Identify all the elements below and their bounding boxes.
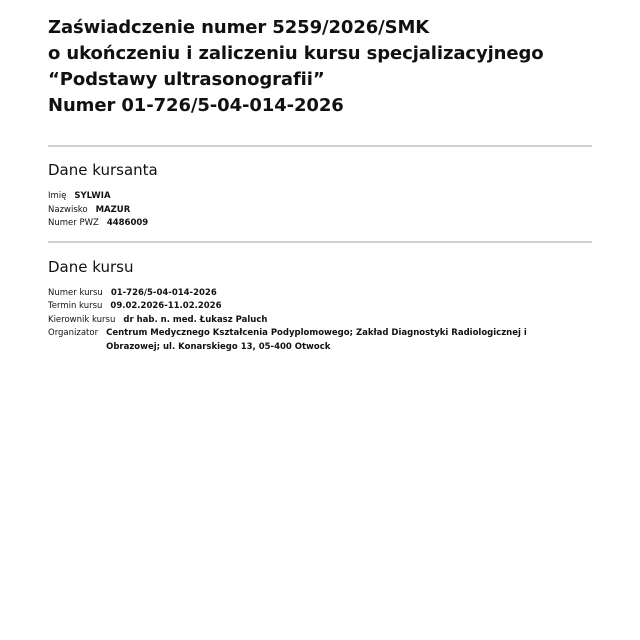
course-dates-label: Termin kursu bbox=[48, 301, 103, 311]
certificate-page bbox=[48, 0, 592, 354]
trainee-fields bbox=[48, 190, 592, 231]
course-director-row bbox=[48, 314, 592, 328]
last-name-label: Nazwisko bbox=[48, 204, 88, 215]
trainee-pwz-row bbox=[48, 217, 592, 231]
first-name-value: SYLWIA bbox=[74, 191, 111, 201]
course-number-row bbox=[48, 287, 592, 301]
certificate-title bbox=[48, 0, 592, 119]
title-course-name: “Podstawy ultrasonografii” bbox=[48, 69, 325, 90]
course-organizer-value: Centrum Medycznego Kształcenia Podyplomowego; Zakład Diagnostyki Radiologicznej i Obrazowej; ul. Konarskiego 13, 05-400 Otwock bbox=[106, 328, 527, 352]
course-organizer-row bbox=[48, 327, 592, 354]
course-fields bbox=[48, 287, 592, 355]
course-number-label: Numer kursu bbox=[48, 287, 103, 298]
pwz-label: Numer PWZ bbox=[48, 218, 99, 228]
section-divider bbox=[48, 145, 592, 147]
course-section-heading: Dane kursu bbox=[48, 257, 134, 276]
course-organizer-label: Organizator bbox=[48, 328, 99, 338]
trainee-first-name-row bbox=[48, 190, 592, 204]
title-certificate-number: Zaświadczenie numer 5259/2026/SMK bbox=[48, 17, 430, 38]
first-name-label: Imię bbox=[48, 191, 67, 201]
trainee-last-name-row bbox=[48, 204, 592, 218]
course-director-label: Kierownik kursu bbox=[48, 314, 116, 325]
course-dates-value: 09.02.2026-11.02.2026 bbox=[110, 301, 222, 311]
course-dates-row bbox=[48, 300, 592, 314]
title-description: o ukończeniu i zaliczeniu kursu specjalizacyjnego bbox=[48, 43, 544, 64]
trainee-section-heading: Dane kursanta bbox=[48, 161, 158, 179]
last-name-value: MAZUR bbox=[95, 204, 131, 215]
pwz-value: 4486009 bbox=[106, 218, 149, 228]
section-divider bbox=[48, 241, 592, 243]
title-course-number: Numer 01-726/5-04-014-2026 bbox=[48, 95, 344, 116]
course-number-value: 01-726/5-04-014-2026 bbox=[110, 287, 217, 298]
course-director-value: dr hab. n. med. Łukasz Paluch bbox=[123, 314, 268, 325]
